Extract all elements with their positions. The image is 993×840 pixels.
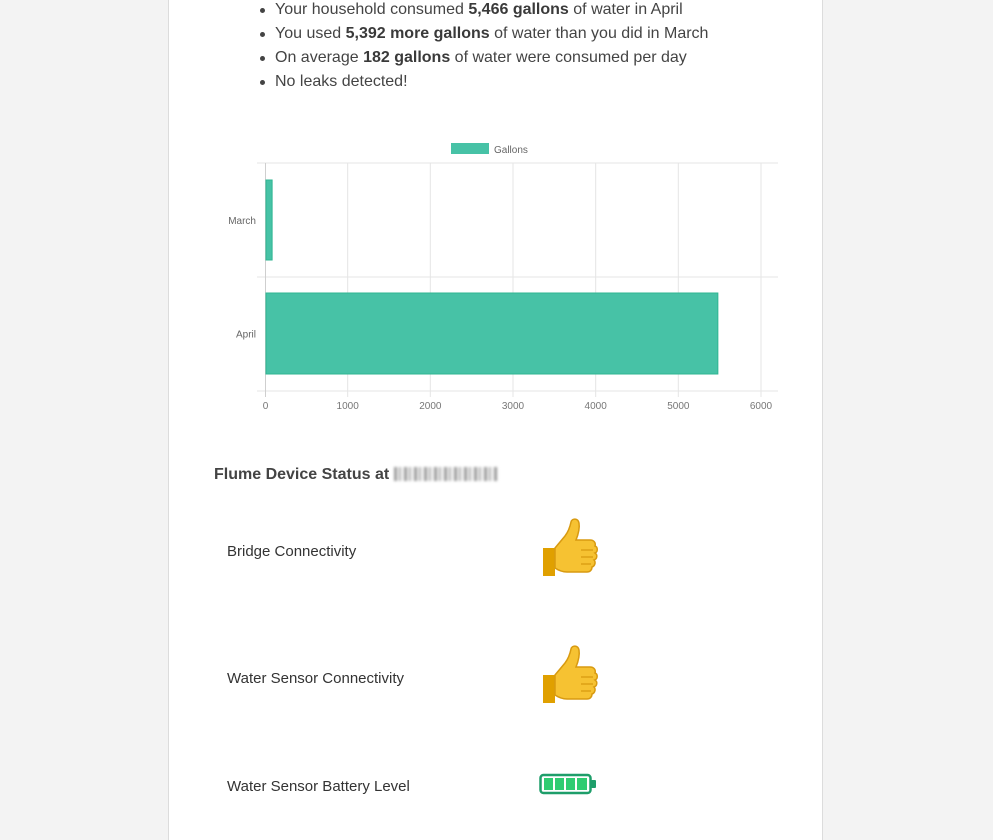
x-tick-label: 2000 xyxy=(419,401,442,412)
chart-svg xyxy=(199,136,819,426)
y-tick-label: March xyxy=(228,216,256,227)
redacted-address xyxy=(394,467,498,481)
gallons-bar-chart xyxy=(199,136,819,426)
x-tick-label: 4000 xyxy=(584,401,607,412)
summary-item-average: On average 182 gallons of water were consumed per day xyxy=(275,46,708,70)
legend-label: Gallons xyxy=(494,145,528,156)
summary-item-leaks: No leaks detected! xyxy=(275,70,708,94)
summary-item-difference: You used 5,392 more gallons of water than you did in March xyxy=(275,22,708,46)
x-tick-label: 6000 xyxy=(749,401,773,412)
battery-full-icon xyxy=(539,773,597,800)
usage-summary-list xyxy=(275,0,708,94)
x-tick-label: 5000 xyxy=(667,401,690,412)
bar-march xyxy=(266,180,272,260)
x-tick-label: 3000 xyxy=(501,401,525,412)
water-sensor-battery-label: Water Sensor Battery Level xyxy=(227,778,410,795)
thumbs-up-icon xyxy=(539,645,599,712)
bridge-connectivity-label: Bridge Connectivity xyxy=(227,543,357,560)
device-status-title: Flume Device Status at xyxy=(214,466,498,484)
email-card xyxy=(168,0,823,840)
legend-swatch xyxy=(451,143,489,154)
x-tick-label: 0 xyxy=(262,401,269,412)
summary-item-consumed: Your household consumed 5,466 gallons of water in April xyxy=(275,0,708,22)
y-tick-label: April xyxy=(235,329,256,341)
x-tick-label: 1000 xyxy=(336,401,359,412)
bar-april xyxy=(266,293,718,374)
thumbs-up-icon xyxy=(539,518,599,585)
water-sensor-connectivity-label: Water Sensor Connectivity xyxy=(227,670,405,687)
